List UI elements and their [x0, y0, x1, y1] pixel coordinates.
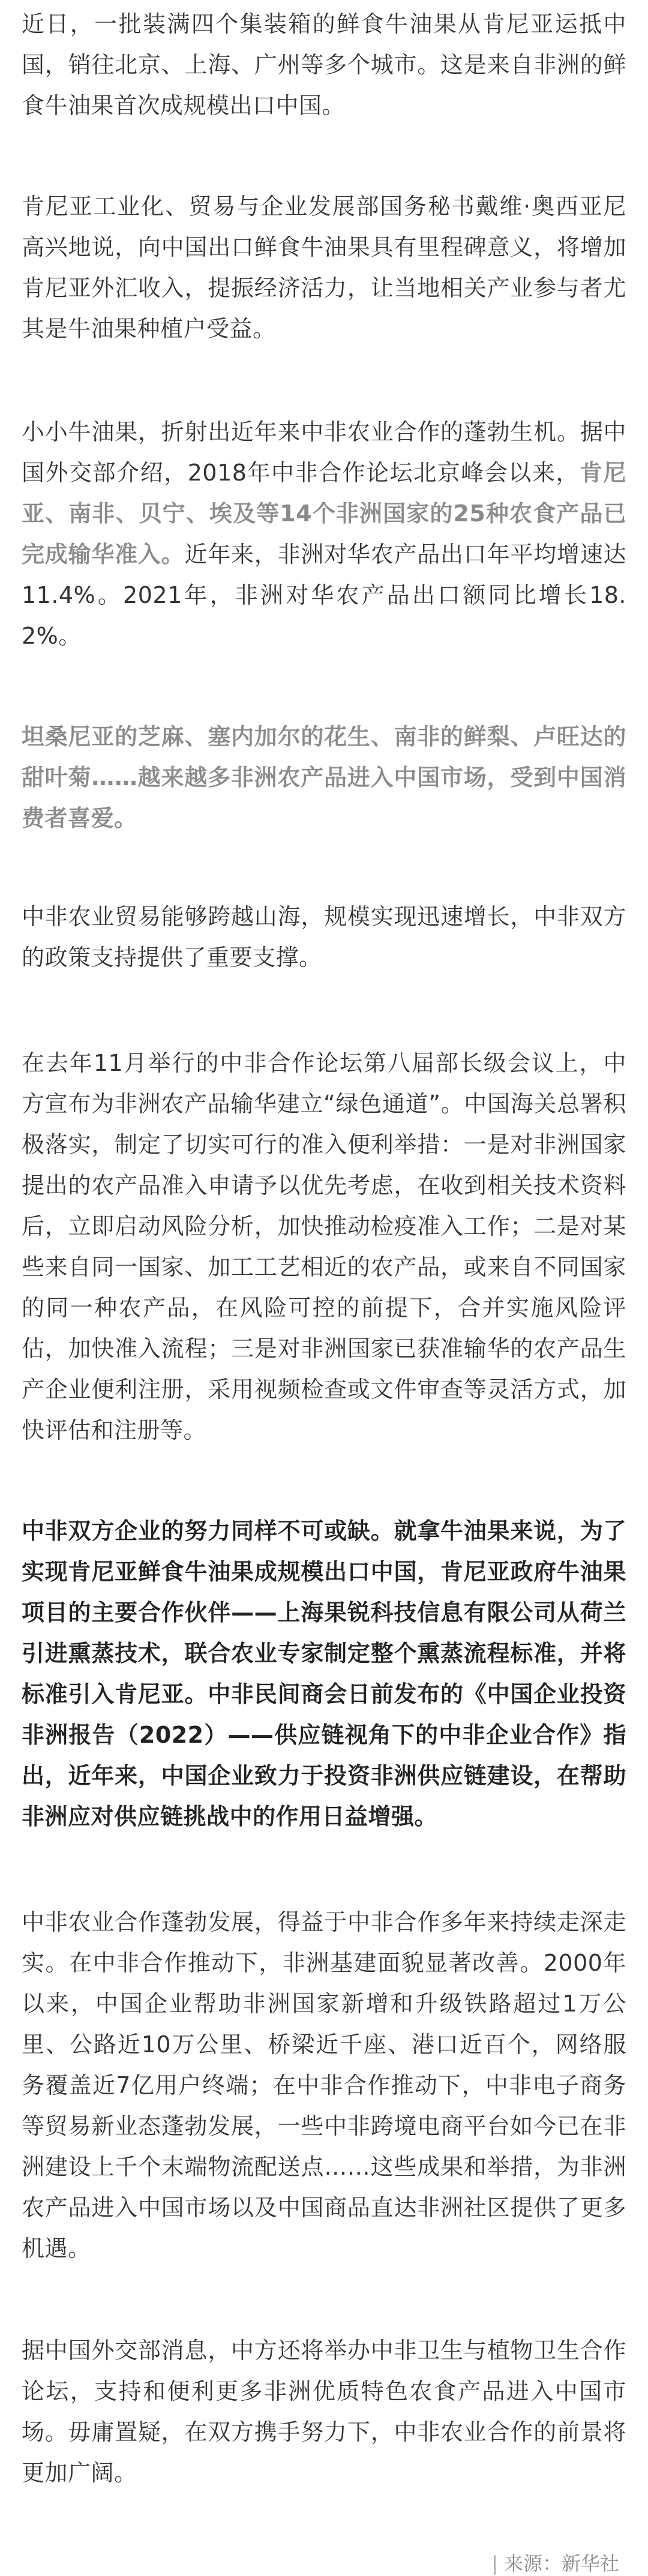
source-divider: | [491, 2552, 498, 2575]
paragraph-cooperation-text-c: 近年来，非洲对华农产品出口年平均增速达11.4%。2021年，非洲对华农产品出口额同比增长18.2%。 [22, 541, 626, 649]
paragraph-kenya-official: 肯尼亚工业化、贸易与企业发展部国务秘书戴维·奥西亚尼高兴地说，向中国出口鲜食牛油果具有里程碑意义，将增加肯尼亚外汇收入，提振经济活力，让当地相关产业参与者尤其是牛油果种植户受益。 [22, 193, 626, 342]
source-label: 来源：新华社 [503, 2552, 619, 2575]
paragraph-green-channel: 在去年11月举行的中非合作论坛第八届部长级会议上，中方宣布为非洲农产品输华建立“绿色通道”。中国海关总署积极落实，制定了切实可行的准入便利举措：一是对非洲国家提出的农产品准入申请予以优先考虑，在收到相关技术资料后，立即启动风险分析，加快推动检疫准入工作；二是对某些来自同一国家、加工工艺相近的农产品，或来自不同国家的同一种农产品，在风险可控的前提下，合并实施风险评估，加快准入流程；三是对非洲国家已获准输华的农产品生产企业便利注册，采用视频检查或文件审查等灵活方式，加快评估和注册等。 [22, 1050, 626, 1443]
paragraph-cooperation-highlight: 肯尼亚、南非、贝宁、埃及等14个非洲国家的25种农食产品已完成输华准入。 [22, 460, 626, 568]
paragraph-cooperation-stats [22, 412, 626, 656]
source-credit [22, 2548, 626, 2576]
paragraph-enterprise-effort: 中非双方企业的努力同样不可或缺。就拿牛油果来说，为了实现肯尼亚鲜食牛油果成规模出口中国，肯尼亚政府牛油果项目的主要合作伙伴——上海果锐科技信息有限公司从荷兰引进熏蒸技术，联合农业专家制定整个熏蒸流程标准，并将标准引入肯尼亚。中非民间商会日前发布的《中国企业投资非洲报告（2022）——供应链视角下的中非企业合作》指出，近年来，中国企业致力于投资非洲供应链建设，在帮助非洲应对供应链挑战中的作用日益增强。 [22, 1518, 626, 1830]
paragraph-policy-support: 中非农业贸易能够跨越山海，规模实现迅速增长，中非双方的政策支持提供了重要支撑。 [22, 903, 626, 971]
paragraph-products-highlight: 坦桑尼亚的芝麻、塞内加尔的花生、南非的鲜梨、卢旺达的甜叶菊……越来越多非洲农产品进入中国市场，受到中国消费者喜爱。 [22, 723, 626, 831]
paragraph-cooperation-text-a: 小小牛油果，折射出近年来中非农业合作的蓬勃生机。据中国外交部介绍，2018年中非合作论坛北京峰会以来， [22, 419, 626, 486]
paragraph-intro: 近日，一批装满四个集装箱的鲜食牛油果从肯尼亚运抵中国，销往北京、上海、广州等多个城市。这是来自非洲的鲜食牛油果首次成规模出口中国。 [22, 11, 626, 119]
paragraph-infrastructure: 中非农业合作蓬勃发展，得益于中非合作多年来持续走深走实。在中非合作推动下，非洲基建面貌显著改善。2000年以来，中国企业帮助非洲国家新增和升级铁路超过1万公里、公路近10万公里、桥梁近千座、港口近百个，网络服务覆盖近7亿用户终端；在中非合作推动下，中非电子商务等贸易新业态蓬勃发展，一些中非跨境电商平台如今已在非洲建设上千个末端物流配送点……这些成果和举措，为非洲农产品进入中国市场以及中国商品直达非洲社区提供了更多机遇。 [22, 1909, 626, 2262]
paragraph-outlook: 据中国外交部消息，中方还将举办中非卫生与植物卫生合作论坛，支持和便利更多非洲优质特色农食产品进入中国市场。毋庸置疑，在双方携手努力下，中非农业合作的前景将更加广阔。 [22, 2337, 626, 2486]
